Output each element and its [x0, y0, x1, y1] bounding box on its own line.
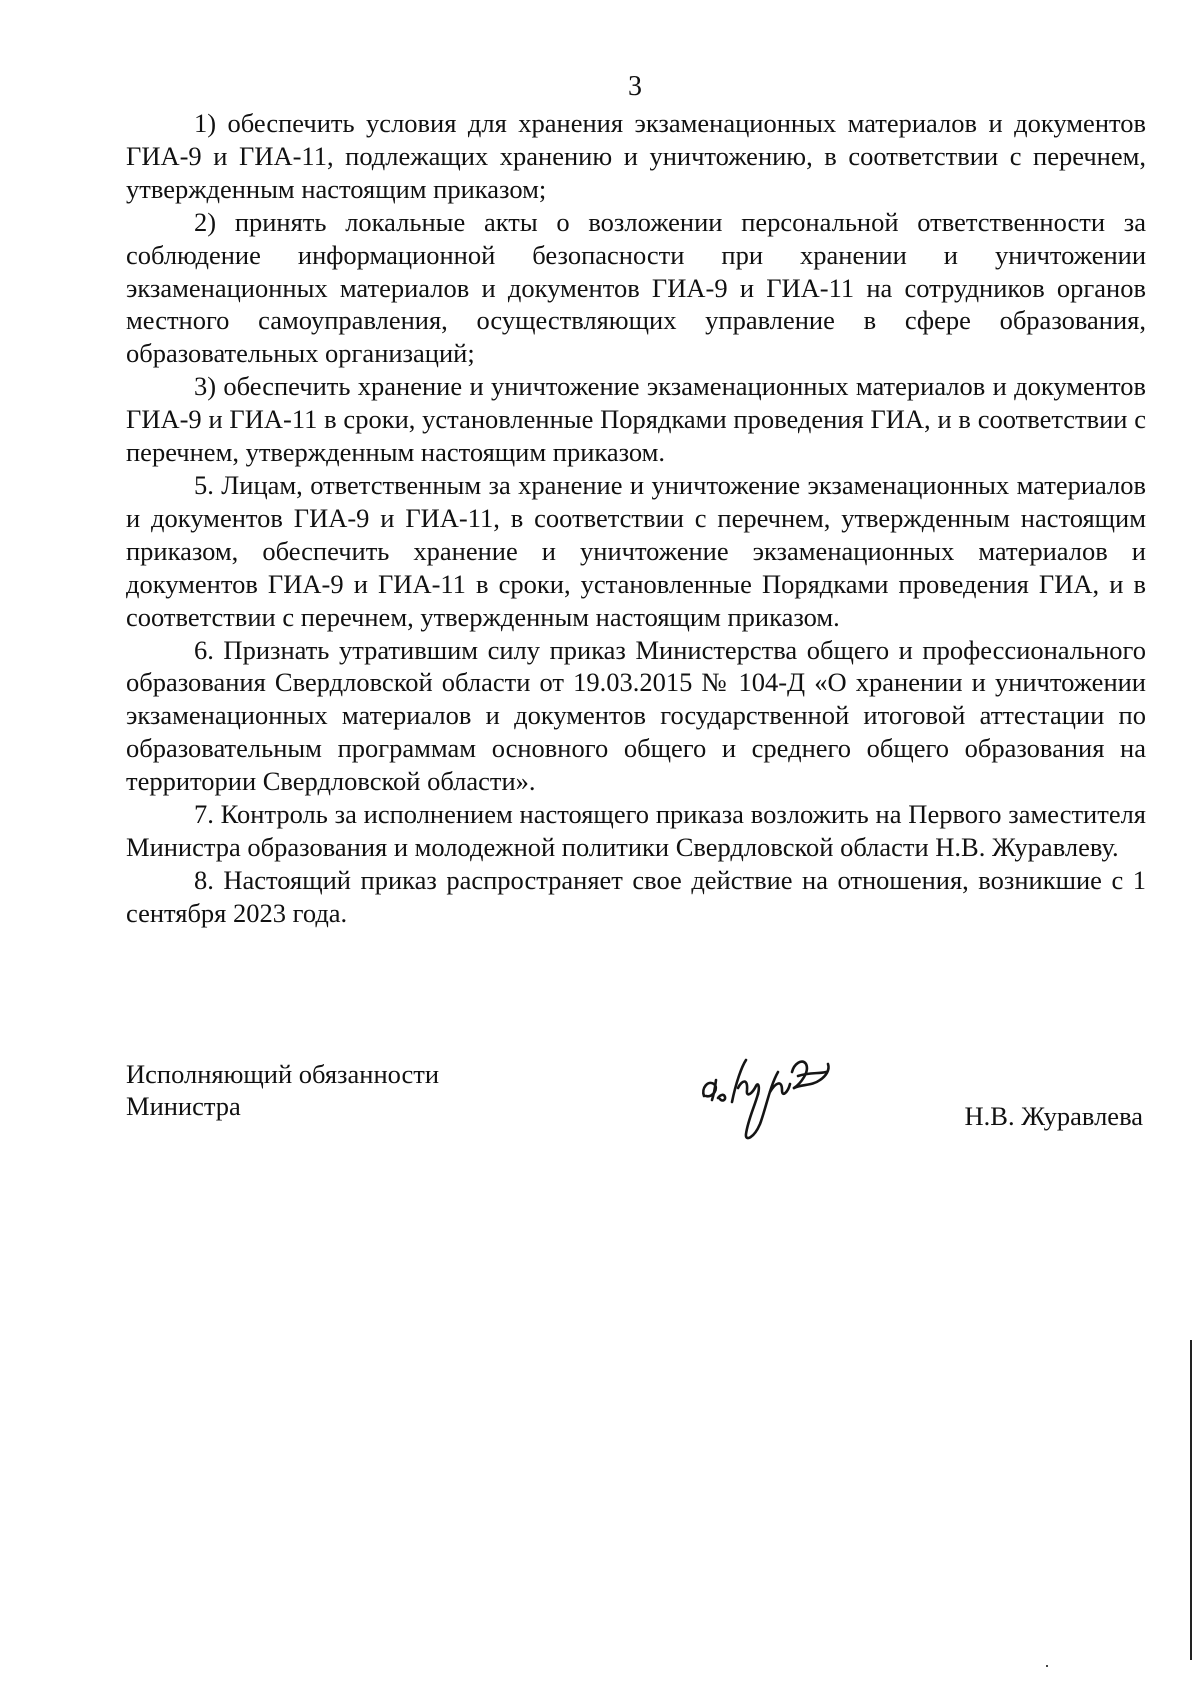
signatory-title-line-1: Исполняющий обязанности — [126, 1059, 440, 1089]
paragraph-item-7: 7. Контроль за исполнением настоящего приказа возложить на Первого заместителя Министра образования и молодежной политики Свердловской области Н.В. Журавлеву. — [126, 799, 1146, 862]
signatory-name: Н.В. Журавлева — [964, 1101, 1143, 1131]
paragraph-item-2: 2) принять локальные акты о возложении персональной ответственности за соблюдение информационной безопасности при хранении и уничтожении экзаменационных материалов и документов ГИА-9 и ГИА-11 на сотрудников органов местного самоуправления, осуществляющих управление в сфере образования, образовательных организаций; — [126, 206, 1146, 369]
paragraph-item-5: 5. Лицам, ответственным за хранение и уничтожение экзаменационных материалов и документов ГИА-9 и ГИА-11, в соответствии с перечнем, утвержденным настоящим приказом, обеспечить хранение и уничтожение экзаменационных материалов и документов ГИА-9 и ГИА-11 в сроки, установленные Порядками проведения ГИА, и в соответствии с перечнем, утвержденным настоящим приказом. — [126, 469, 1146, 632]
paragraph-item-1: 1) обеспечить условия для хранения экзаменационных материалов и документов ГИА-9 и ГИА-11, подлежащих хранению и уничтожению, в соответствии с перечнем, утвержденным настоящим приказом; — [126, 108, 1146, 204]
scan-edge-line — [1190, 1340, 1192, 1660]
paragraph-item-3: 3) обеспечить хранение и уничтожение экзаменационных материалов и документов ГИА-9 и ГИА-11 в сроки, установленные Порядками проведения ГИА, и в соответствии с перечнем, утвержденным настоящим приказом. — [126, 371, 1146, 468]
signatory-title — [126, 1058, 439, 1122]
signature-block — [0, 1058, 1200, 1188]
scan-dot — [1046, 1665, 1048, 1667]
paragraph-item-6: 6. Признать утратившим силу приказ Министерства общего и профессионального образования Свердловской области от 19.03.2015 № 104-Д «О хранении и уничтожении экзаменационных материалов и документов государственной итоговой аттестации по образовательным программам основного общего и среднего общего образования на территории Свердловской области». — [126, 634, 1146, 797]
signatory-title-line-2: Министра — [126, 1091, 241, 1121]
document-body — [126, 107, 1146, 930]
handwritten-signature — [698, 1042, 838, 1154]
page-number: 3 — [628, 71, 642, 102]
paragraph-item-8: 8. Настоящий приказ распространяет свое действие на отношения, возникшие с 1 сентября 2023 года. — [126, 864, 1146, 928]
